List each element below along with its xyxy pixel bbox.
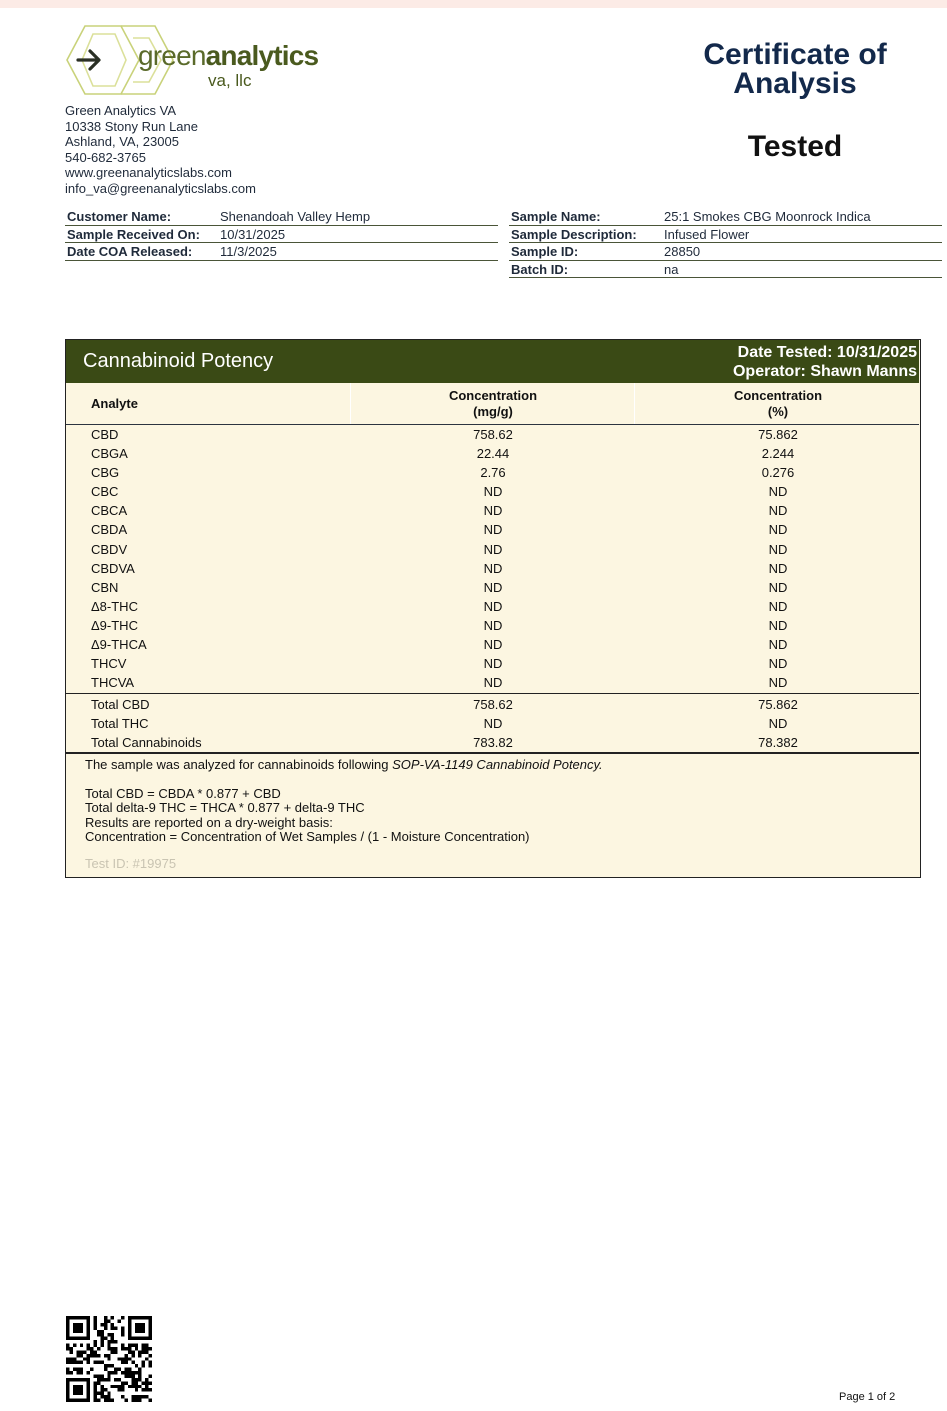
mg-cell: ND [483, 484, 503, 500]
mg-cell: ND [483, 522, 503, 538]
pct-cell: ND [768, 579, 788, 595]
note-line: Results are reported on a dry-weight basis: [85, 814, 333, 830]
analyte-cell: CBCA [91, 503, 128, 519]
address-line: 10338 Stony Run Lane [65, 118, 198, 134]
date-tested: Date Tested: 10/31/2025 [737, 344, 917, 361]
total-row [66, 695, 919, 714]
info-row: Customer Name: Shenandoah Valley Hemp [65, 208, 498, 226]
col-mg: Concentration (mg/g) [448, 388, 538, 419]
cannabinoid-potency-panel [65, 339, 921, 878]
info-row: Sample Description: Infused Flower [509, 226, 942, 244]
mg-cell: ND [483, 617, 503, 633]
company-logo [63, 24, 333, 96]
analyte-cell: CBC [91, 484, 119, 500]
pct-cell: ND [768, 656, 788, 672]
analyte-cell: Total CBD [91, 696, 150, 712]
info-row: Batch ID: na [509, 261, 942, 279]
logo-wordmark: greenanalytics [138, 40, 319, 71]
analyte-cell: CBDV [91, 541, 128, 557]
test-id: Test ID: #19975 [85, 856, 177, 871]
analyte-cell: Total Cannabinoids [91, 735, 202, 750]
pct-cell: ND [768, 503, 788, 519]
mg-cell: ND [483, 579, 503, 595]
pct-cell: 75.862 [758, 427, 798, 442]
address-line: Ashland, VA, 23005 [65, 134, 179, 150]
info-row: Sample ID: 28850 [509, 243, 942, 261]
analyte-cell: CBG [91, 465, 120, 481]
address-phone: 540-682-3765 [65, 149, 146, 165]
info-row: Date COA Released: 11/3/2025 [65, 243, 498, 261]
customer-info-table [65, 208, 498, 261]
logo-subtitle: va, llc [208, 71, 252, 90]
table-row [66, 444, 919, 463]
table-bottom-rule [66, 752, 919, 754]
mg-cell: ND [483, 656, 503, 672]
mg-cell: 783.82 [473, 735, 513, 750]
address-website: www.greenanalyticslabs.com [65, 165, 232, 181]
lab-address [65, 103, 256, 197]
address-line: Green Analytics VA [65, 103, 177, 118]
method-statement: The sample was analyzed for cannabinoids following SOP-VA-1149 Cannabinoid Potency. [85, 757, 603, 772]
pct-cell: 78.382 [758, 735, 798, 750]
pct-cell: ND [768, 598, 788, 614]
table-row [66, 559, 919, 578]
method-notes [85, 758, 603, 845]
pct-cell: ND [768, 715, 788, 731]
analyte-cell: Total THC [91, 715, 149, 731]
table-row [66, 597, 919, 616]
panel-meta [733, 343, 917, 381]
pct-cell: ND [768, 522, 788, 538]
document-title: Certificate of Analysis [703, 38, 887, 100]
pct-cell: ND [768, 617, 788, 633]
table-row [66, 654, 919, 673]
analyte-cell: CBN [91, 579, 119, 595]
table-row [66, 635, 919, 654]
column-divider [634, 383, 635, 424]
column-divider [350, 383, 351, 424]
analyte-cell: Δ9-THC [91, 617, 138, 633]
info-row: Sample Name: 25:1 Smokes CBG Moonrock Indica [509, 208, 942, 226]
mg-cell: 22.44 [476, 446, 510, 462]
address-email: info_va@greenanalyticslabs.com [65, 180, 256, 196]
analyte-cell: CBD [91, 427, 119, 442]
sample-info-table [509, 208, 942, 278]
note-line: Total CBD = CBDA * 0.877 + CBD [85, 785, 281, 801]
mg-cell: ND [483, 637, 503, 653]
panel-title: Cannabinoid Potency [83, 350, 274, 372]
info-row: Sample Received On: 10/31/2025 [65, 226, 498, 244]
mg-cell: ND [483, 675, 503, 691]
qr-code[interactable] [66, 1316, 152, 1402]
mg-cell: ND [483, 503, 503, 519]
top-band [0, 0, 947, 8]
note-line: Concentration = Concentration of Wet Samples / (1 - Moisture Concentration) [85, 829, 530, 845]
pct-cell: ND [768, 560, 788, 576]
table-row [66, 540, 919, 559]
analyte-rows [66, 425, 919, 754]
mg-cell: ND [483, 541, 503, 557]
table-row [66, 616, 919, 635]
table-row [66, 425, 919, 444]
analyte-cell: CBDA [91, 522, 128, 538]
table-row [66, 578, 919, 597]
status-label: Tested [747, 130, 843, 163]
col-analyte: Analyte [91, 396, 138, 411]
mg-cell: ND [483, 598, 503, 614]
total-row [66, 714, 919, 733]
analyte-cell: THCV [91, 656, 127, 672]
col-pct: Concentration (%) [733, 388, 823, 419]
mg-cell: 758.62 [473, 696, 513, 712]
table-row [66, 463, 919, 482]
table-row [66, 501, 919, 520]
pct-cell: 2.244 [761, 446, 795, 462]
analyte-cell: CBGA [91, 446, 128, 462]
table-row [66, 520, 919, 539]
mg-cell: ND [483, 715, 503, 731]
page-number: Page 1 of 2 [839, 1391, 896, 1403]
pct-cell: ND [768, 484, 788, 500]
note-line: Total delta-9 THC = THCA * 0.877 + delta-9 THC [85, 800, 365, 816]
panel-header [66, 340, 919, 383]
analyte-cell: Δ8-THC [91, 598, 138, 614]
pct-cell: ND [768, 637, 788, 653]
total-row [66, 733, 919, 752]
table-row [66, 482, 919, 501]
analyte-cell: THCVA [91, 675, 135, 691]
analyte-cell: Δ9-THCA [91, 637, 147, 653]
pct-cell: ND [768, 541, 788, 557]
table-row [66, 673, 919, 692]
mg-cell: 758.62 [473, 427, 513, 442]
mg-cell: ND [483, 560, 503, 576]
analyte-cell: CBDVA [91, 560, 135, 576]
pct-cell: 75.862 [758, 696, 798, 712]
pct-cell: 0.276 [761, 465, 795, 481]
mg-cell: 2.76 [480, 465, 506, 481]
pct-cell: ND [768, 675, 788, 691]
operator: Operator: Shawn Manns [732, 363, 917, 380]
table-header [66, 383, 919, 425]
